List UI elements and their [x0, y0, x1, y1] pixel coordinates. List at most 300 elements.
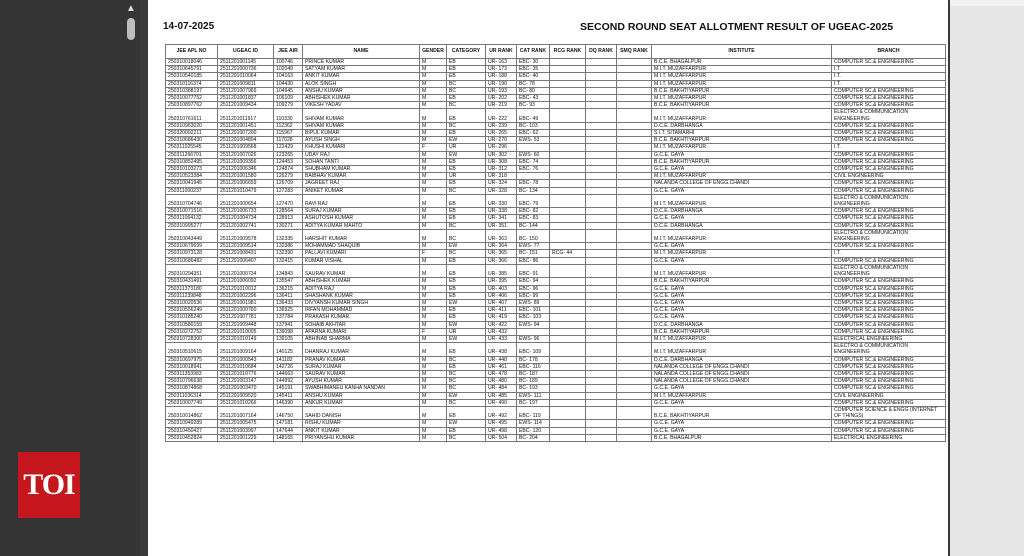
table-cell: 110330 [274, 109, 303, 122]
table-cell: M [420, 314, 447, 321]
table-cell: ELECTRO & COMMUNICATION ENGINEERING [832, 343, 946, 356]
table-cell: 127470 [274, 194, 303, 207]
table-cell: ANSHU KUMAR [303, 392, 420, 399]
table-cell [550, 151, 586, 158]
table-cell: EW [447, 137, 486, 144]
table-cell: M [420, 278, 447, 285]
table-cell: SOHAN TANTI [303, 158, 420, 165]
table-cell: 2511201000543 [218, 356, 274, 363]
table-cell: 127283 [274, 187, 303, 194]
table-cell: UR- 495 [486, 420, 517, 427]
table-cell [586, 229, 617, 242]
table-cell: 124874 [274, 166, 303, 173]
table-row [166, 399, 946, 406]
table-cell [550, 292, 586, 299]
table-cell [550, 122, 586, 129]
table-cell [617, 257, 652, 264]
table-cell: EBC- 82 [517, 208, 550, 215]
table-cell [550, 335, 586, 342]
table-cell [586, 378, 617, 385]
table-row [166, 208, 946, 215]
column-header: JEE APL NO [166, 45, 218, 59]
table-cell: 2511201001229 [218, 434, 274, 441]
table-cell: 123265 [274, 151, 303, 158]
table-row [166, 243, 946, 250]
table-cell: UR- 498 [486, 427, 517, 434]
table-cell [617, 321, 652, 328]
table-cell: UR- 407 [486, 299, 517, 306]
table-cell [550, 102, 586, 109]
table-cell: 2511201004804 [218, 137, 274, 144]
table-cell: I.T. [832, 66, 946, 73]
table-cell: KUMAR VISHAL [303, 257, 420, 264]
table-cell: COMPUTER SC.& ENGINEERING [832, 420, 946, 427]
table-cell [586, 187, 617, 194]
table-cell: 250310272752 [166, 328, 218, 335]
table-cell: M [420, 130, 447, 137]
table-cell: 2511201007026 [218, 151, 274, 158]
table-cell: M [420, 122, 447, 129]
table-cell [550, 399, 586, 406]
scroll-thumb[interactable] [127, 18, 135, 40]
table-cell: UR- 318 [486, 173, 517, 180]
table-cell: M [420, 378, 447, 385]
table-cell: D.C.E. DARBHANGA [652, 122, 832, 129]
table-cell: UR- 411 [486, 307, 517, 314]
column-header: SMQ RANK [617, 45, 652, 59]
table-cell [550, 66, 586, 73]
table-cell: COMPUTER SC.& ENGINEERING [832, 385, 946, 392]
table-cell: EB [447, 59, 486, 66]
table-cell [586, 278, 617, 285]
table-cell: COMPUTER SC.& ENGINEERING [832, 314, 946, 321]
table-cell [586, 434, 617, 441]
table-cell: 2511201010149 [218, 335, 274, 342]
table-cell: EBC- 99 [517, 292, 550, 299]
table-cell: 136215 [274, 285, 303, 292]
table-cell: COMPUTER SC.& ENGINEERING [832, 102, 946, 109]
table-cell: 250310523384 [166, 173, 218, 180]
table-cell: EBC- 30 [517, 59, 550, 66]
table-cell: COMPUTER SC.& ENGINEERING [832, 95, 946, 102]
table-cell: 2511201011917 [218, 109, 274, 122]
table-cell: M [420, 59, 447, 66]
table-row [166, 66, 946, 73]
table-cell [586, 180, 617, 187]
table-row [166, 427, 946, 434]
table-cell: EB [447, 66, 486, 73]
table-cell: 137784 [274, 314, 303, 321]
table-cell: UR- 265 [486, 130, 517, 137]
table-cell: BC- 151 [517, 250, 550, 257]
table-cell: 2511201009434 [218, 102, 274, 109]
table-cell [586, 243, 617, 250]
table-cell: B.C.E. BAKHTIYARPUR [652, 102, 832, 109]
table-cell: ANKUR KUMAR [303, 399, 420, 406]
table-cell: 132386 [274, 243, 303, 250]
table-cell: 2511201001981 [218, 299, 274, 306]
table-cell: COMPUTER SC.& ENGINEERING [832, 180, 946, 187]
table-cell: G.C.E. GAYA [652, 399, 832, 406]
table-cell [586, 420, 617, 427]
table-cell: NALANDA COLLEGE OF ENGG.CHANDI [652, 378, 832, 385]
table-cell [617, 335, 652, 342]
table-cell [550, 307, 586, 314]
table-cell: 250311036314 [166, 392, 218, 399]
table-cell [550, 328, 586, 335]
table-cell: M [420, 215, 447, 222]
table-cell [617, 130, 652, 137]
column-header: RCG RANK [550, 45, 586, 59]
table-row [166, 130, 946, 137]
table-cell: COMPUTER SC.& ENGINEERING [832, 278, 946, 285]
table-cell: 115967 [274, 130, 303, 137]
column-header: CAT RANK [517, 45, 550, 59]
table-cell: BC- 144 [517, 222, 550, 229]
table-cell [586, 392, 617, 399]
table-row [166, 343, 946, 356]
column-header: INSTITUTE [652, 45, 832, 59]
table-cell [550, 59, 586, 66]
table-cell [586, 264, 617, 277]
table-cell: UR- 403 [486, 285, 517, 292]
table-cell: 126709 [274, 180, 303, 187]
table-cell: 135547 [274, 278, 303, 285]
table-cell: ADITYA KUMAR MAHTO [303, 222, 420, 229]
table-cell [550, 420, 586, 427]
table-cell: EBC- 86 [517, 257, 550, 264]
table-cell: M [420, 420, 447, 427]
table-cell: 2511201007164 [218, 406, 274, 419]
table-row [166, 73, 946, 80]
table-cell: NALANDA COLLEGE OF ENGG.CHANDI [652, 370, 832, 377]
table-cell [617, 278, 652, 285]
table-cell: EW [447, 335, 486, 342]
table-cell: 250311000237 [166, 187, 218, 194]
table-cell [586, 122, 617, 129]
table-cell: UR- 365 [486, 250, 517, 257]
table-cell: 2511201009520 [218, 392, 274, 399]
table-cell [586, 194, 617, 207]
table-cell [586, 363, 617, 370]
table-cell: 146750 [274, 406, 303, 419]
table-cell: G.C.E. GAYA [652, 166, 832, 173]
table-cell: UR- 219 [486, 102, 517, 109]
table-cell: 2511201000734 [218, 264, 274, 277]
table-cell: EW [447, 151, 486, 158]
table-cell: AYUSH KUMAR [303, 378, 420, 385]
table-cell: 250310071516 [166, 208, 218, 215]
table-cell: BC- 93 [517, 102, 550, 109]
table-cell: 136433 [274, 299, 303, 306]
table-cell: 2511201003470 [218, 385, 274, 392]
table-cell: EWS- 114 [517, 420, 550, 427]
table-cell: D.C.E. DARBHANGA [652, 208, 832, 215]
table-cell: UR- 188 [486, 73, 517, 80]
table-cell: BC- 197 [517, 399, 550, 406]
table-cell [586, 137, 617, 144]
table-cell: SAHID DANISH [303, 406, 420, 419]
table-cell: B.C.E. BAKHTIYARPUR [652, 278, 832, 285]
table-body [166, 59, 946, 442]
table-cell [617, 264, 652, 277]
table-cell: NALANDA COLLEGE OF ENGG.CHANDI [652, 180, 832, 187]
table-cell: M [420, 229, 447, 242]
table-cell [586, 173, 617, 180]
table-cell: COMPUTER SC.& ENGINEERING [832, 215, 946, 222]
table-cell: M [420, 80, 447, 87]
table-cell: UR- 193 [486, 87, 517, 94]
table-cell: UR- 448 [486, 356, 517, 363]
table-cell: RISHU KUMAR [303, 420, 420, 427]
table-cell: UR- 363 [486, 229, 517, 242]
table-cell: 124453 [274, 158, 303, 165]
table-cell [617, 385, 652, 392]
table-cell: COMPUTER SC.& ENGINEERING [832, 137, 946, 144]
table-cell: PALLAVI KUMARI [303, 250, 420, 257]
table-cell: 2511201003147 [218, 378, 274, 385]
table-cell: 250311373180 [166, 285, 218, 292]
table-cell: 122429 [274, 144, 303, 151]
table-cell: M.I.T. MUZAFFARPUR [652, 73, 832, 80]
table-cell [550, 356, 586, 363]
table-cell: 142726 [274, 363, 303, 370]
table-cell: SAURAV KUMAR [303, 370, 420, 377]
table-cell: 250310103273 [166, 166, 218, 173]
table-cell: ELECTRO & COMMUNICATION ENGINEERING [832, 264, 946, 277]
table-cell: BC [447, 250, 486, 257]
table-cell: PRANAV KUMAR [303, 356, 420, 363]
table-cell [586, 299, 617, 306]
table-cell: COMPUTER SC.& ENGINEERING [832, 222, 946, 229]
table-row [166, 87, 946, 94]
table-cell: 250311064132 [166, 215, 218, 222]
table-cell [550, 285, 586, 292]
toi-logo [18, 452, 80, 518]
table-row [166, 194, 946, 207]
table-cell [586, 151, 617, 158]
table-cell: 250310949289 [166, 420, 218, 427]
table-cell: B.C.E. BAKHTIYARPUR [652, 328, 832, 335]
table-cell: 144663 [274, 370, 303, 377]
table-cell: BC- 204 [517, 434, 550, 441]
table-row [166, 187, 946, 194]
table-row [166, 285, 946, 292]
table-cell: M.I.T. MUZAFFARPUR [652, 95, 832, 102]
table-row [166, 406, 946, 419]
table-cell [586, 250, 617, 257]
table-cell [550, 406, 586, 419]
table-cell: EB [447, 180, 486, 187]
table-cell: 2511201007200 [218, 130, 274, 137]
table-cell: EWS- 89 [517, 299, 550, 306]
table-cell: 2511201009448 [218, 321, 274, 328]
table-cell: UR- 270 [486, 137, 517, 144]
table-cell: EBC- 109 [517, 343, 550, 356]
table-cell: COMPUTER SC.& ENGINEERING [832, 158, 946, 165]
table-cell: UR [447, 328, 486, 335]
table-cell: 136925 [274, 307, 303, 314]
table-cell: M [420, 356, 447, 363]
table-cell: BC [447, 87, 486, 94]
table-cell: M [420, 222, 447, 229]
table-cell [617, 194, 652, 207]
table-cell [617, 187, 652, 194]
table-cell: 2511201005475 [218, 420, 274, 427]
table-cell: 2511201007969 [218, 87, 274, 94]
table-cell [550, 187, 586, 194]
table-cell [550, 392, 586, 399]
table-cell: EBC- 43 [517, 95, 550, 102]
table-cell: UR- 433 [486, 335, 517, 342]
table-cell: KHUSHI KUMARI [303, 144, 420, 151]
table-cell: COMPUTER SC.& ENGINEERING [832, 130, 946, 137]
table-cell: 250310007749 [166, 399, 218, 406]
table-cell: EWS- 94 [517, 321, 550, 328]
table-row [166, 80, 946, 87]
column-header: UR RANK [486, 45, 517, 59]
table-cell [550, 87, 586, 94]
table-cell: UR [447, 144, 486, 151]
vertical-scrollbar[interactable] [125, 0, 137, 556]
table-cell: 148165 [274, 434, 303, 441]
table-cell [586, 208, 617, 215]
table-cell: SOHAIB AKHTAR [303, 321, 420, 328]
table-cell: COMPUTER SC.& ENGINEERING [832, 187, 946, 194]
table-cell: 139105 [274, 335, 303, 342]
column-header: NAME [303, 45, 420, 59]
table-cell: UR- 364 [486, 243, 517, 250]
table-cell: UR- 504 [486, 434, 517, 441]
table-cell: EBC- 76 [517, 166, 550, 173]
table-cell [617, 370, 652, 377]
table-cell [586, 370, 617, 377]
table-cell: COMPUTER SC.& ENGINEERING [832, 363, 946, 370]
table-cell [617, 434, 652, 441]
table-cell [550, 321, 586, 328]
table-cell: UR- 341 [486, 215, 517, 222]
table-cell: 250310116374 [166, 80, 218, 87]
table-cell: M [420, 102, 447, 109]
column-header: JEE AIR [274, 45, 303, 59]
table-cell: EWS- 96 [517, 335, 550, 342]
table-cell: EW [447, 299, 486, 306]
table-cell: 2511201010776 [218, 370, 274, 377]
table-cell: 2511201010012 [218, 285, 274, 292]
table-cell: ANKIT KUMAR [303, 427, 420, 434]
table-cell: PRINCE KUMAR [303, 59, 420, 66]
table-row [166, 292, 946, 299]
table-cell: 250310020536 [166, 299, 218, 306]
table-cell [617, 158, 652, 165]
table-cell [586, 406, 617, 419]
table-cell: SHIVAM KUMAR [303, 109, 420, 122]
table-cell: PRAKASH KUMAR [303, 314, 420, 321]
table-cell: 250310761611 [166, 109, 218, 122]
table-cell: ANSHU KUMAR [303, 87, 420, 94]
table-cell: B.C.E. BHAGALPUR [652, 59, 832, 66]
table-cell [617, 80, 652, 87]
table-cell [586, 292, 617, 299]
table-cell: COMPUTER SC.& ENGINEERING [832, 378, 946, 385]
table-cell [586, 356, 617, 363]
table-cell: RAVI RAJ [303, 194, 420, 207]
table-row [166, 363, 946, 370]
table-cell: 2511201010684 [218, 363, 274, 370]
table-cell: UDAY RAJ [303, 151, 420, 158]
table-cell [617, 73, 652, 80]
table-cell: 250310580159 [166, 321, 218, 328]
table-cell: 250310973128 [166, 250, 218, 257]
table-cell: UR- 406 [486, 292, 517, 299]
table-cell [550, 166, 586, 173]
table-cell: M [420, 194, 447, 207]
table-cell: COMPUTER SC.& ENGINEERING [832, 151, 946, 158]
table-cell: COMPUTER SC.& ENGINEERING [832, 299, 946, 306]
table-cell [550, 299, 586, 306]
table-cell: 2511201009578 [218, 229, 274, 242]
table-cell [617, 250, 652, 257]
table-cell [617, 173, 652, 180]
table-cell: 2511201009514 [218, 243, 274, 250]
table-cell: EB [447, 406, 486, 419]
table-cell: M.I.T. MUZAFFARPUR [652, 109, 832, 122]
table-cell: UR- 312 [486, 166, 517, 173]
table-cell: UR- 490 [486, 399, 517, 406]
toi-logo-text: TOI [23, 468, 75, 501]
table-cell: BC- 80 [517, 87, 550, 94]
table-cell: 250310686482 [166, 257, 218, 264]
table-cell: 2511201001580 [218, 173, 274, 180]
table-cell [617, 222, 652, 229]
table-cell [586, 144, 617, 151]
table-cell [617, 109, 652, 122]
table-cell: BC [447, 102, 486, 109]
scroll-up-arrow-icon[interactable]: ▲ [126, 3, 136, 14]
table-cell: M [420, 137, 447, 144]
table-row [166, 158, 946, 165]
table-cell [617, 328, 652, 335]
table-cell: M.I.T. MUZAFFARPUR [652, 264, 832, 277]
table-cell: 104163 [274, 73, 303, 80]
table-cell: 250310431491 [166, 278, 218, 285]
table-cell: BIPUL KUMAR [303, 130, 420, 137]
table-cell: BC- 134 [517, 187, 550, 194]
table-cell: 250310874868 [166, 385, 218, 392]
table-cell: F [420, 328, 447, 335]
table-cell: 250310018046 [166, 59, 218, 66]
table-cell [550, 278, 586, 285]
table-cell: UR- 222 [486, 109, 517, 122]
table-cell: EBC- 62 [517, 130, 550, 137]
table-cell: 134843 [274, 264, 303, 277]
table-cell: 2511201009568 [218, 144, 274, 151]
table-cell: 2511201001837 [218, 95, 274, 102]
table-cell: 2511201000736 [218, 66, 274, 73]
table-row [166, 328, 946, 335]
table-row [166, 173, 946, 180]
table-row [166, 321, 946, 328]
table-row [166, 392, 946, 399]
table-cell: M [420, 73, 447, 80]
table-cell: EWS- 60 [517, 151, 550, 158]
table-cell: RCG- 44 [550, 250, 586, 257]
table-cell [550, 434, 586, 441]
document-date: 14-07-2025 [163, 21, 215, 32]
table-cell [617, 122, 652, 129]
table-cell: PRIYANSHU KUMAR [303, 434, 420, 441]
table-cell: UR- 461 [486, 363, 517, 370]
